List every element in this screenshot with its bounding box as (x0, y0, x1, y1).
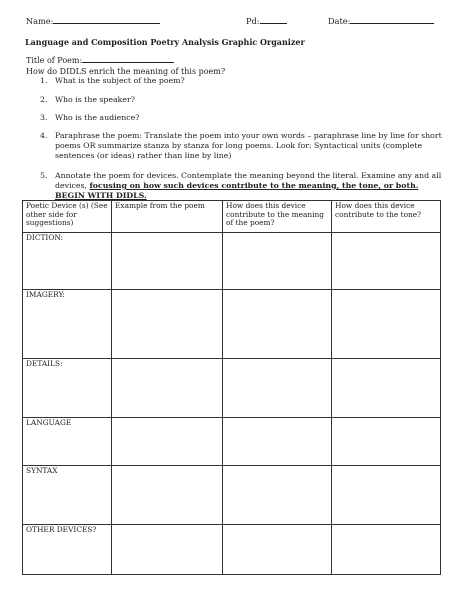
question-text: Who is the audience? (55, 113, 140, 122)
cell-meaning[interactable] (223, 418, 332, 466)
cell-example[interactable] (112, 418, 223, 466)
row-label-imagery: IMAGERY: (23, 290, 112, 359)
period-line[interactable] (260, 23, 287, 24)
question-4 (42, 131, 447, 161)
question-number: 1. (40, 76, 48, 85)
cell-meaning[interactable] (223, 290, 332, 359)
date-field (328, 16, 434, 26)
table-row-language (23, 418, 441, 466)
row-label-details: DETAILS: (23, 359, 112, 418)
cell-meaning[interactable] (223, 359, 332, 418)
cell-tone[interactable] (332, 466, 441, 525)
date-line[interactable] (350, 23, 434, 24)
cell-example[interactable] (112, 525, 223, 575)
question-number: 5. (40, 171, 48, 180)
header-tone: How does this device contribute to the tone? (332, 201, 441, 233)
cell-tone[interactable] (332, 525, 441, 575)
date-label: Date: (328, 16, 351, 26)
question-text (55, 171, 447, 201)
didls-question: How do DIDLS enrich the meaning of this poem? (26, 67, 226, 76)
cell-tone[interactable] (332, 418, 441, 466)
cell-tone[interactable] (332, 233, 441, 290)
cell-tone[interactable] (332, 359, 441, 418)
question-2 (42, 95, 447, 105)
question-number: 4. (40, 131, 48, 140)
row-label-diction: DICTION: (23, 233, 112, 290)
cell-example[interactable] (112, 359, 223, 418)
table-row-other-devices (23, 525, 441, 575)
cell-example[interactable] (112, 290, 223, 359)
question-3 (42, 113, 447, 123)
question-5-emphasis: focusing on how such devices contribute to the meaning, the tone, or both. BEGIN WITH DIDLS. (55, 181, 419, 200)
question-number: 3. (40, 113, 48, 122)
question-1 (42, 76, 447, 86)
graphic-organizer-table (22, 200, 441, 575)
name-line[interactable] (53, 23, 160, 24)
poem-title-line[interactable] (82, 62, 174, 63)
poem-title-field (26, 56, 174, 65)
table-row-imagery (23, 290, 441, 359)
cell-meaning[interactable] (223, 466, 332, 525)
cell-example[interactable] (112, 466, 223, 525)
cell-tone[interactable] (332, 290, 441, 359)
poem-title-label: Title of Poem: (26, 56, 83, 65)
row-label-syntax: SYNTAX (23, 466, 112, 525)
table-header-row (23, 201, 441, 233)
row-label-language: LANGUAGE (23, 418, 112, 466)
name-label: Name: (26, 16, 54, 26)
question-text: Who is the speaker? (55, 95, 135, 104)
question-text: What is the subject of the poem? (55, 76, 185, 85)
cell-example[interactable] (112, 233, 223, 290)
name-field (26, 16, 160, 26)
question-text: Paraphrase the poem: Translate the poem into your own words – paraphrase line by line for short poems OR summarize stanza by stanza for long poems. Look for: Syntactical units (complete sentences (or ideas) rather than line by line) (55, 131, 442, 160)
table-row-syntax (23, 466, 441, 525)
question-5-plain: Annotate the poem for devices. Contemplate the meaning beyond the literal. Examine any and all devices, (55, 171, 442, 190)
row-label-other-devices: OTHER DEVICES? (23, 525, 112, 575)
period-label: Pd: (246, 16, 260, 26)
cell-meaning[interactable] (223, 525, 332, 575)
period-field (246, 16, 287, 26)
page-title: Language and Composition Poetry Analysis Graphic Organizer (25, 37, 305, 47)
question-5 (42, 171, 447, 201)
question-number: 2. (40, 95, 48, 104)
table-row-diction (23, 233, 441, 290)
header-example: Example from the poem (112, 201, 223, 233)
table-row-details (23, 359, 441, 418)
header-poetic-device: Poetic Device (s) (See other side for suggestions) (23, 201, 112, 233)
header-meaning: How does this device contribute to the meaning of the poem? (223, 201, 332, 233)
cell-meaning[interactable] (223, 233, 332, 290)
